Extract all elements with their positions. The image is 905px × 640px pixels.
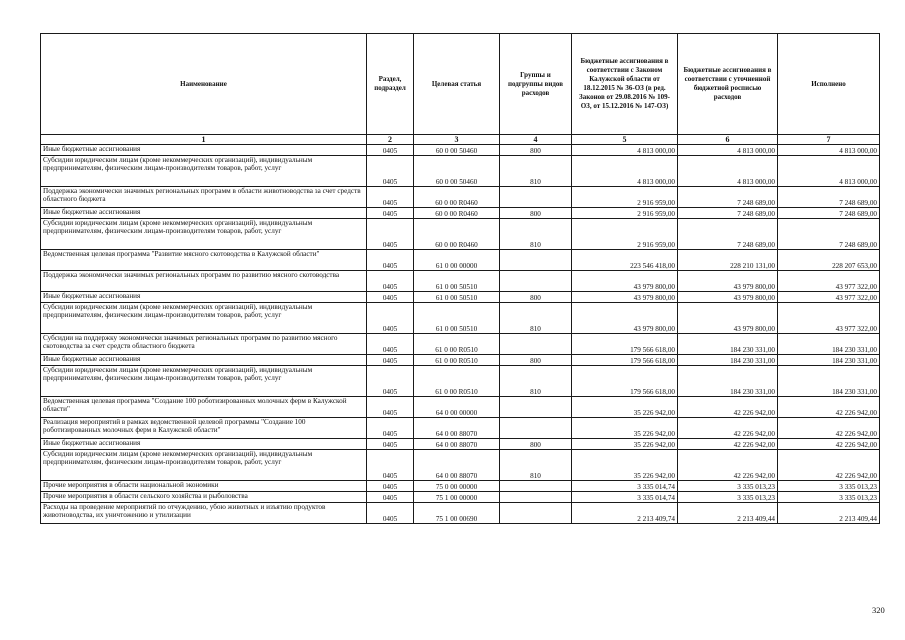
row-section: 0405 xyxy=(367,397,414,418)
row-budget-law: 3 335 014,74 xyxy=(572,492,678,503)
row-section: 0405 xyxy=(367,219,414,250)
header-section: Раздел, подраздел xyxy=(367,34,414,135)
row-name: Субсидии на поддержку экономически значимых региональных программ по развитию мясного скотоводства за счет средств областного бюджета xyxy=(41,334,367,355)
row-executed: 43 977 322,00 xyxy=(778,303,880,334)
table-row xyxy=(41,503,880,524)
header-target: Целевая статья xyxy=(414,34,500,135)
page-number: 320 xyxy=(872,605,885,615)
row-target: 60 0 00 R0460 xyxy=(414,208,500,219)
row-executed: 2 213 409,44 xyxy=(778,503,880,524)
table-row xyxy=(41,145,880,156)
column-number: 3 xyxy=(414,135,500,145)
row-section: 0405 xyxy=(367,292,414,303)
table-row xyxy=(41,355,880,366)
table-row xyxy=(41,397,880,418)
row-section: 0405 xyxy=(367,187,414,208)
row-executed: 184 230 331,00 xyxy=(778,355,880,366)
row-target: 60 0 00 50460 xyxy=(414,156,500,187)
table-row xyxy=(41,450,880,481)
row-target: 60 0 00 50460 xyxy=(414,145,500,156)
row-executed: 7 248 689,00 xyxy=(778,187,880,208)
row-budget-refined: 7 248 689,00 xyxy=(678,219,778,250)
row-budget-law: 43 979 800,00 xyxy=(572,292,678,303)
table-row xyxy=(41,187,880,208)
row-budget-law: 179 566 618,00 xyxy=(572,366,678,397)
row-group: 800 xyxy=(500,208,572,219)
row-section: 0405 xyxy=(367,156,414,187)
row-section: 0405 xyxy=(367,334,414,355)
row-target: 61 0 00 00000 xyxy=(414,250,500,271)
table-row xyxy=(41,219,880,250)
row-group xyxy=(500,481,572,492)
table-row xyxy=(41,439,880,450)
row-budget-law: 35 226 942,00 xyxy=(572,450,678,481)
row-budget-law: 179 566 618,00 xyxy=(572,355,678,366)
row-executed: 7 248 689,00 xyxy=(778,219,880,250)
row-target: 64 0 00 00000 xyxy=(414,397,500,418)
row-group xyxy=(500,187,572,208)
row-executed: 4 813 000,00 xyxy=(778,145,880,156)
row-budget-refined: 42 226 942,00 xyxy=(678,397,778,418)
row-budget-refined: 3 335 013,23 xyxy=(678,492,778,503)
row-budget-refined: 3 335 013,23 xyxy=(678,481,778,492)
row-executed: 43 977 322,00 xyxy=(778,271,880,292)
row-target: 60 0 00 R0460 xyxy=(414,219,500,250)
row-budget-refined: 7 248 689,00 xyxy=(678,187,778,208)
row-budget-law: 35 226 942,00 xyxy=(572,418,678,439)
row-section: 0405 xyxy=(367,250,414,271)
row-section: 0405 xyxy=(367,366,414,397)
row-budget-law: 3 335 014,74 xyxy=(572,481,678,492)
row-section: 0405 xyxy=(367,418,414,439)
row-executed: 42 226 942,00 xyxy=(778,439,880,450)
row-target: 60 0 00 R0460 xyxy=(414,187,500,208)
row-name: Субсидии юридическим лицам (кроме некоммерческих организаций), индивидуальным предпринимателям, физическим лицам-производителям товаров, работ, услуг xyxy=(41,156,367,187)
row-executed: 42 226 942,00 xyxy=(778,450,880,481)
table-row xyxy=(41,292,880,303)
row-budget-refined: 42 226 942,00 xyxy=(678,418,778,439)
row-target: 64 0 00 88070 xyxy=(414,439,500,450)
row-executed: 42 226 942,00 xyxy=(778,397,880,418)
column-number: 7 xyxy=(778,135,880,145)
row-name: Ведомственная целевая программа "Создание 100 роботизированных молочных ферм в Калужской области" xyxy=(41,397,367,418)
row-section: 0405 xyxy=(367,492,414,503)
row-budget-law: 2 213 409,74 xyxy=(572,503,678,524)
row-section: 0405 xyxy=(367,145,414,156)
row-name: Реализация мероприятий в рамках ведомственной целевой программы "Создание 100 роботизированных молочных ферм в Калужской области" xyxy=(41,418,367,439)
row-budget-refined: 4 813 000,00 xyxy=(678,145,778,156)
row-budget-refined: 184 230 331,00 xyxy=(678,366,778,397)
row-budget-law: 4 813 000,00 xyxy=(572,156,678,187)
column-number: 4 xyxy=(500,135,572,145)
row-target: 75 1 00 00690 xyxy=(414,503,500,524)
table-row xyxy=(41,334,880,355)
row-group xyxy=(500,503,572,524)
row-group xyxy=(500,250,572,271)
row-section: 0405 xyxy=(367,439,414,450)
row-name: Субсидии юридическим лицам (кроме некоммерческих организаций), индивидуальным предпринимателям, физическим лицам-производителям товаров, работ, услуг xyxy=(41,219,367,250)
header-budget-law: Бюджетные ассигнования в соответствии с Законом Калужской области от 18.12.2015 № 36-ОЗ (в ред. Законов от 29.08.2016 № 109-ОЗ, от 15.12.2016 № 147-ОЗ) xyxy=(572,34,678,135)
row-target: 75 0 00 00000 xyxy=(414,481,500,492)
table-row xyxy=(41,492,880,503)
row-executed: 4 813 000,00 xyxy=(778,156,880,187)
row-budget-law: 35 226 942,00 xyxy=(572,397,678,418)
header-name: Наименование xyxy=(41,34,367,135)
row-budget-law: 2 916 959,00 xyxy=(572,219,678,250)
row-executed: 184 230 331,00 xyxy=(778,366,880,397)
row-name: Иные бюджетные ассигнования xyxy=(41,292,367,303)
row-budget-law: 4 813 000,00 xyxy=(572,145,678,156)
row-budget-law: 2 916 959,00 xyxy=(572,208,678,219)
row-executed: 3 335 013,23 xyxy=(778,481,880,492)
row-group: 800 xyxy=(500,355,572,366)
row-name: Иные бюджетные ассигнования xyxy=(41,145,367,156)
table-row xyxy=(41,481,880,492)
column-number-row xyxy=(41,135,880,145)
row-name: Иные бюджетные ассигнования xyxy=(41,355,367,366)
row-budget-law: 43 979 800,00 xyxy=(572,271,678,292)
row-section: 0405 xyxy=(367,503,414,524)
row-budget-refined: 42 226 942,00 xyxy=(678,439,778,450)
header-budget-refined: Бюджетные ассигнования в соответствии с уточненной бюджетной росписью расходов xyxy=(678,34,778,135)
row-budget-law: 35 226 942,00 xyxy=(572,439,678,450)
row-name: Поддержка экономически значимых региональных программ в области животноводства за счет средств областного бюджета xyxy=(41,187,367,208)
row-budget-law: 2 916 959,00 xyxy=(572,187,678,208)
table-row xyxy=(41,366,880,397)
row-budget-refined: 7 248 689,00 xyxy=(678,208,778,219)
row-name: Ведомственная целевая программа "Развитие мясного скотоводства в Калужской области" xyxy=(41,250,367,271)
row-group: 810 xyxy=(500,219,572,250)
row-target: 61 0 00 R0510 xyxy=(414,355,500,366)
row-section: 0405 xyxy=(367,271,414,292)
column-number: 5 xyxy=(572,135,678,145)
row-budget-law: 223 546 418,00 xyxy=(572,250,678,271)
row-budget-refined: 42 226 942,00 xyxy=(678,450,778,481)
row-group: 810 xyxy=(500,303,572,334)
row-executed: 7 248 689,00 xyxy=(778,208,880,219)
budget-table xyxy=(40,33,880,524)
table-row xyxy=(41,208,880,219)
header-row xyxy=(41,34,880,135)
row-name: Субсидии юридическим лицам (кроме некоммерческих организаций), индивидуальным предпринимателям, физическим лицам-производителям товаров, работ, услуг xyxy=(41,450,367,481)
row-budget-refined: 2 213 409,44 xyxy=(678,503,778,524)
row-group xyxy=(500,271,572,292)
row-name: Субсидии юридическим лицам (кроме некоммерческих организаций), индивидуальным предпринимателям, физическим лицам-производителям товаров, работ, услуг xyxy=(41,366,367,397)
row-group: 800 xyxy=(500,292,572,303)
row-target: 64 0 00 88070 xyxy=(414,418,500,439)
row-budget-refined: 184 230 331,00 xyxy=(678,355,778,366)
row-section: 0405 xyxy=(367,355,414,366)
row-target: 64 0 00 88070 xyxy=(414,450,500,481)
row-group: 810 xyxy=(500,156,572,187)
row-name: Прочие мероприятия в области сельского хозяйства и рыболовства xyxy=(41,492,367,503)
row-budget-law: 43 979 800,00 xyxy=(572,303,678,334)
row-group: 800 xyxy=(500,439,572,450)
row-budget-refined: 43 979 800,00 xyxy=(678,292,778,303)
row-budget-law: 179 566 618,00 xyxy=(572,334,678,355)
row-executed: 3 335 013,23 xyxy=(778,492,880,503)
row-name: Поддержка экономически значимых региональных программ по развитию мясного скотоводства xyxy=(41,271,367,292)
row-group: 800 xyxy=(500,145,572,156)
row-group: 810 xyxy=(500,366,572,397)
row-name: Субсидии юридическим лицам (кроме некоммерческих организаций), индивидуальным предпринимателям, физическим лицам-производителям товаров, работ, услуг xyxy=(41,303,367,334)
row-target: 61 0 00 R0510 xyxy=(414,334,500,355)
row-target: 75 1 00 00000 xyxy=(414,492,500,503)
row-target: 61 0 00 R0510 xyxy=(414,366,500,397)
row-section: 0405 xyxy=(367,303,414,334)
row-budget-refined: 43 979 800,00 xyxy=(678,271,778,292)
row-group xyxy=(500,492,572,503)
row-target: 61 0 00 50510 xyxy=(414,292,500,303)
row-executed: 42 226 942,00 xyxy=(778,418,880,439)
row-name: Иные бюджетные ассигнования xyxy=(41,439,367,450)
header-group: Группы и подгруппы видов расходов xyxy=(500,34,572,135)
row-budget-refined: 184 230 331,00 xyxy=(678,334,778,355)
row-name: Иные бюджетные ассигнования xyxy=(41,208,367,219)
row-group xyxy=(500,334,572,355)
table-row xyxy=(41,250,880,271)
row-group xyxy=(500,418,572,439)
row-executed: 43 977 322,00 xyxy=(778,292,880,303)
table-row xyxy=(41,303,880,334)
row-budget-refined: 43 979 800,00 xyxy=(678,303,778,334)
row-budget-refined: 4 813 000,00 xyxy=(678,156,778,187)
table-row xyxy=(41,156,880,187)
row-executed: 184 230 331,00 xyxy=(778,334,880,355)
row-group: 810 xyxy=(500,450,572,481)
column-number: 6 xyxy=(678,135,778,145)
header-executed: Исполнено xyxy=(778,34,880,135)
column-number: 1 xyxy=(41,135,367,145)
row-section: 0405 xyxy=(367,208,414,219)
row-budget-refined: 228 210 131,00 xyxy=(678,250,778,271)
row-target: 61 0 00 50510 xyxy=(414,271,500,292)
row-executed: 228 207 653,00 xyxy=(778,250,880,271)
row-group xyxy=(500,397,572,418)
row-section: 0405 xyxy=(367,450,414,481)
row-target: 61 0 00 50510 xyxy=(414,303,500,334)
row-section: 0405 xyxy=(367,481,414,492)
table-row xyxy=(41,418,880,439)
table-row xyxy=(41,271,880,292)
column-number: 2 xyxy=(367,135,414,145)
row-name: Расходы на проведение мероприятий по отчуждению, убою животных и изъятию продуктов животноводства, их уничтожению и утилизации xyxy=(41,503,367,524)
row-name: Прочие мероприятия в области национальной экономики xyxy=(41,481,367,492)
